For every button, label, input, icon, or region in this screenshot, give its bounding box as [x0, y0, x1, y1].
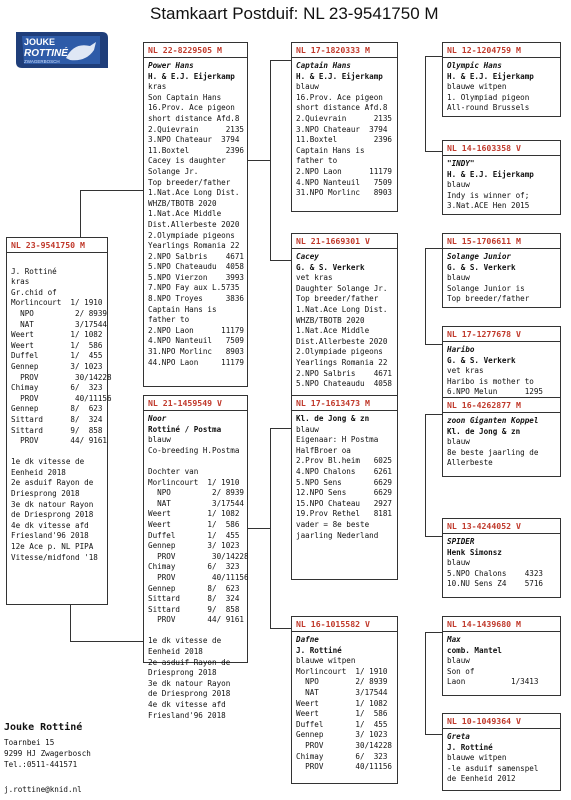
- card-line: Haribo is mother to: [447, 376, 534, 386]
- card-line: 3e dk natour Rayon: [11, 499, 94, 509]
- connector: [248, 160, 270, 161]
- card-line: Top breeder/father: [447, 294, 530, 304]
- logo-line1: JOUKE: [24, 37, 56, 47]
- card-line: Captain Hans is: [296, 145, 365, 155]
- card-body: [443, 413, 560, 472]
- card-line: 2.Prov Bl.heim 6025: [296, 456, 393, 466]
- sire-sire-card: [291, 42, 398, 212]
- ring-number: NL 17-1277678 V: [443, 327, 560, 342]
- connector: [270, 60, 292, 61]
- dam-sire-sire-card: [442, 397, 561, 477]
- card-line: Sittard 9/ 858: [11, 425, 103, 435]
- card-line: 44.NPO Laon 11179: [148, 357, 245, 367]
- card-lines: [447, 753, 556, 785]
- dam-dam-card: [291, 616, 398, 784]
- card-line: Son Captain Hans: [148, 92, 222, 102]
- card-body: [7, 253, 112, 566]
- connector: [425, 56, 442, 57]
- card-line: 11.Boxtel 2396: [148, 145, 245, 155]
- card-line: Sittard 9/ 858: [148, 604, 240, 614]
- ring-number: NL 21-1669301 V: [292, 234, 397, 249]
- card-line: 5.NPO Vierzon 3993: [148, 272, 245, 282]
- pigeon-name: Noor: [148, 414, 167, 423]
- breeder-name: Jouke Rottiné: [4, 722, 83, 733]
- ring-number: NL 23-9541750 M: [7, 238, 107, 253]
- card-line: NAT 3/17544: [148, 498, 245, 508]
- owner: H. & E.J. Eijerkamp: [296, 71, 383, 81]
- card-line: PROV 40/11156: [11, 393, 112, 403]
- card-body: [443, 632, 560, 691]
- sire-dam-dam-card: [442, 326, 561, 401]
- card-lines: [447, 558, 556, 590]
- dam-sire-dam-card: [442, 518, 561, 598]
- owner: J. Rottiné: [447, 742, 493, 752]
- card-line: 5.NPO Sens 6629: [296, 477, 393, 487]
- sire-dam-card: [291, 233, 398, 397]
- sire-card: [143, 42, 248, 387]
- card-line: NPO 2/ 8939: [148, 488, 245, 498]
- card-line: Morlincourt 1/ 1910: [296, 666, 388, 676]
- sire-dam-sire-card: [442, 233, 561, 308]
- card-line: Gennep 3/ 1023: [296, 730, 388, 740]
- card-line: PROV 44/ 9161: [11, 436, 108, 446]
- owner: H. & E.J. Eijerkamp: [148, 71, 235, 81]
- card-line: Son of: [447, 666, 475, 676]
- card-body: [443, 729, 560, 788]
- card-line: Eenheid 2018: [148, 647, 203, 657]
- card-line: 11.Boxtel 2396: [296, 135, 393, 145]
- breeder-city: 9299 HJ Zwagerbosch: [4, 749, 91, 758]
- card-line: 1e dk vitesse de: [11, 457, 85, 467]
- card-line: de Eenheid 2012: [447, 774, 516, 784]
- dam-dam-sire-card: [442, 616, 561, 696]
- card-line: 19.Prov Rethel 8181: [296, 509, 393, 519]
- card-line: Duffel 1/ 455: [11, 351, 103, 361]
- pigeon-name: zoon Giganten Koppel: [447, 416, 539, 425]
- connector: [270, 60, 271, 260]
- card-line: Laon 1/3413: [447, 677, 539, 687]
- card-line: vet kras: [447, 366, 484, 376]
- card-line: 31.NPO Morlinc 8903: [148, 347, 245, 357]
- card-line: PROV 40/11156: [148, 572, 249, 582]
- card-line: 5.NPO Chateaudu 4058: [296, 379, 393, 389]
- card-line: Dist.Allerbeste 2020: [148, 219, 240, 229]
- card-line: vader = 8e beste: [296, 519, 370, 529]
- card-line: Solange Junior is: [447, 283, 525, 293]
- card-line: 12e Ace p. NL PIPA: [11, 542, 94, 552]
- card-line: blauw: [447, 437, 470, 447]
- connector: [70, 641, 144, 642]
- card-line: 10.NU Sens Z4 5716: [447, 579, 544, 589]
- card-line: de Driesprong 2018: [11, 510, 94, 520]
- connector: [80, 190, 81, 238]
- connector: [270, 428, 271, 628]
- card-line: father to: [148, 315, 190, 325]
- card-line: 2.NPO Salbris 4671: [148, 251, 245, 261]
- logo: [12, 28, 112, 72]
- card-line: Gr.chid of: [11, 287, 57, 297]
- card-line: Sittard 8/ 324: [11, 414, 103, 424]
- card-line: 2.Quievrain 2135: [148, 124, 245, 134]
- card-line: 4.NPO Nanteuil 7509: [148, 336, 245, 346]
- connector: [425, 734, 442, 735]
- card-line: Sittard 8/ 324: [148, 594, 240, 604]
- card-line: Top breeder/father: [148, 177, 231, 187]
- card-line: 6.NPO Melun 1295: [447, 387, 544, 397]
- card-line: 2e asduif Rayon de: [11, 478, 94, 488]
- card-lines: [148, 82, 243, 368]
- sire-sire-sire-card: [442, 42, 561, 117]
- connector: [70, 604, 71, 642]
- connector: [425, 414, 426, 536]
- card-line: 2.Olympiade pigeons: [148, 230, 235, 240]
- card-body: [292, 58, 397, 202]
- card-lines: [447, 82, 556, 114]
- card-line: Weert 1/ 1082: [296, 698, 388, 708]
- connector: [425, 151, 442, 152]
- card-line: Gennep 8/ 623: [148, 583, 240, 593]
- card-line: 8.NPO Troyes 3836: [148, 294, 245, 304]
- card-line: 5.NPO Chateaudu 4058: [148, 262, 245, 272]
- card-line: PROV 30/14228: [296, 740, 393, 750]
- card-line: Chimay 6/ 323: [148, 562, 240, 572]
- card-line: WHZB/TBOTB 2020: [296, 315, 365, 325]
- breeder-info: [4, 722, 91, 795]
- owner: J. Rottiné: [296, 645, 342, 655]
- card-line: blauw: [148, 435, 171, 445]
- ring-number: NL 22-8229505 M: [144, 43, 247, 58]
- card-line: 31.NPO Morlinc 8903: [296, 188, 393, 198]
- card-line: Dist.Allerbeste 2020: [296, 336, 388, 346]
- pigeon-name: Power Hans: [148, 61, 194, 70]
- owner: G. & S. Verkerk: [296, 262, 365, 272]
- card-line: blauwe witpen: [447, 82, 507, 92]
- card-line: Solange Jr.: [148, 166, 199, 176]
- card-line: PROV 40/11156: [296, 762, 393, 772]
- ring-number: NL 16-4262877 M: [443, 398, 560, 413]
- card-line: 3.Nat.ACE Hen 2015: [447, 201, 530, 211]
- card-line: -le asduif samenspel: [447, 763, 539, 773]
- card-line: 1.Nat.Ace Middle: [296, 326, 370, 336]
- owner: H. & E.J. Eijerkamp: [447, 169, 534, 179]
- card-line: Weert 1/ 586: [148, 519, 240, 529]
- ring-number: NL 12-1204759 M: [443, 43, 560, 58]
- card-line: 2.NPO Salbris 4671: [296, 368, 393, 378]
- card-line: Top breeder/father: [296, 294, 379, 304]
- ring-number: NL 14-1603358 V: [443, 141, 560, 156]
- card-line: [11, 256, 103, 267]
- card-line: Driesprong 2018: [11, 489, 80, 499]
- card-body: [443, 534, 560, 593]
- owner: G. & S. Verkerk: [447, 262, 516, 272]
- owner: Kl. de Jong & zn: [447, 426, 521, 436]
- card-line: blauwe witpen: [447, 753, 507, 763]
- pigeon-name: Greta: [447, 732, 470, 741]
- card-line: Weert 1/ 1082: [148, 509, 240, 519]
- connector: [425, 536, 442, 537]
- ring-number: NL 10-1049364 V: [443, 714, 560, 729]
- card-line: [11, 447, 103, 458]
- card-line: 1.Nat.Ace Long Dist.: [148, 188, 240, 198]
- connector: [425, 56, 426, 151]
- card-body: [144, 58, 247, 371]
- connector: [425, 344, 442, 345]
- card-line: NPO 2/ 8939: [11, 308, 108, 318]
- owner: comb. Mantel: [447, 645, 502, 655]
- card-lines: [296, 82, 393, 199]
- card-line: J. Rottiné: [11, 266, 57, 276]
- card-line: blauw: [296, 424, 319, 434]
- card-line: Yearlings Romania 22: [296, 357, 388, 367]
- pigeon-name: "INDY": [447, 159, 475, 168]
- card-line: 4.NPO Chalons 6261: [296, 466, 393, 476]
- connector: [270, 260, 292, 261]
- dam-card: [143, 395, 249, 720]
- card-line: jaarling Nederland: [296, 530, 379, 540]
- card-line: 1e dk vitesse de: [148, 636, 222, 646]
- page-title: Stamkaart Postduif: NL 23-9541750 M: [150, 4, 439, 23]
- card-body: [144, 411, 247, 724]
- card-line: Morlincourt 1/ 1910: [11, 298, 103, 308]
- card-body: [292, 632, 397, 776]
- card-line: kras: [11, 277, 30, 287]
- card-line: Friesland'96 2018: [11, 531, 89, 541]
- card-line: 4e dk vitesse afd: [148, 700, 226, 710]
- card-line: HalfBroer oa: [296, 445, 351, 455]
- card-line: All-round Brussels: [447, 103, 530, 113]
- dam-dam-dam-card: [442, 713, 561, 791]
- pigeon-name: Haribo: [447, 345, 475, 354]
- card-line: [148, 626, 243, 637]
- card-line: 3.NPO Chateaur 3794: [148, 135, 240, 145]
- card-line: kras: [148, 82, 167, 92]
- dam-sire-card: [291, 395, 398, 580]
- card-line: Chimay 6/ 323: [296, 751, 388, 761]
- card-line: 5.NPO Chalons 4323: [447, 568, 544, 578]
- breeder-phone: Tel.:0511-441571: [4, 760, 78, 769]
- connector: [248, 528, 270, 529]
- card-line: 1.Nat.Ace Middle: [148, 209, 222, 219]
- card-line: Chimay 6/ 323: [11, 383, 103, 393]
- card-line: 8e beste jaarling de: [447, 447, 539, 457]
- card-line: 4.NPO Nanteuil 7509: [296, 177, 393, 187]
- card-line: 12.NPO Sens 6629: [296, 488, 393, 498]
- card-line: Captain Hans is: [148, 304, 217, 314]
- pigeon-name: Captain Hans: [296, 61, 351, 70]
- connector: [270, 428, 292, 429]
- card-line: NAT 3/17544: [11, 319, 108, 329]
- card-line: Gennep 3/ 1023: [148, 541, 240, 551]
- ring-number: NL 16-1015582 V: [292, 617, 397, 632]
- connector: [425, 248, 426, 344]
- card-line: Duffel 1/ 455: [148, 530, 240, 540]
- card-line: blauw: [296, 82, 319, 92]
- card-body: [443, 58, 560, 117]
- owner: Rottiné / Postma: [148, 424, 222, 434]
- card-line: short distance Afd.8: [296, 103, 388, 113]
- breeder-street: Toarnbei 15: [4, 738, 55, 747]
- card-line: Gennep 3/ 1023: [11, 361, 103, 371]
- card-lines: [447, 180, 556, 212]
- card-lines: [296, 425, 393, 542]
- pigeon-name: SPIDER: [447, 537, 475, 546]
- card-line: PROV 30/14228: [11, 372, 112, 382]
- ring-number: NL 14-1439680 M: [443, 617, 560, 632]
- breeder-email[interactable]: j.rottine@knid.nl: [4, 785, 82, 794]
- card-line: blauw: [447, 180, 470, 190]
- card-lines: [447, 366, 556, 398]
- card-body: [292, 249, 397, 393]
- card-line: father to: [296, 156, 338, 166]
- card-lines: [296, 656, 393, 773]
- card-line: Eenheid 2018: [11, 467, 66, 477]
- card-line: Duffel 1/ 455: [296, 719, 388, 729]
- card-line: Weert 1/ 586: [11, 340, 103, 350]
- card-line: WHZB/TBOTB 2020: [148, 198, 217, 208]
- card-line: 1. Olympiad pigeon: [447, 92, 530, 102]
- ring-number: NL 17-1820333 M: [292, 43, 397, 58]
- pigeon-name: Olympic Hans: [447, 61, 502, 70]
- card-body: [443, 342, 560, 401]
- card-line: NPO 2/ 8939: [296, 677, 388, 687]
- card-lines: [447, 273, 556, 305]
- card-line: blauwe witpen: [296, 656, 356, 666]
- card-line: Weert 1/ 1082: [11, 330, 103, 340]
- ring-number: NL 15-1706611 M: [443, 234, 560, 249]
- pigeon-name: Dafne: [296, 635, 319, 644]
- owner: H. & E.J. Eijerkamp: [447, 71, 534, 81]
- card-line: Indy is winner of;: [447, 190, 530, 200]
- card-line: short distance Afd.8: [148, 113, 240, 123]
- card-line: 2e asduif Rayon de: [148, 657, 231, 667]
- ring-number: NL 13-4244052 V: [443, 519, 560, 534]
- connector: [425, 414, 442, 415]
- card-line: Eigenaar: H Postma: [296, 435, 379, 445]
- card-line: 15.NPO Chateau 2927: [296, 498, 393, 508]
- owner: Henk Simonsz: [447, 547, 502, 557]
- logo-line2: ROTTINÉ: [24, 48, 68, 59]
- connector: [425, 248, 442, 249]
- card-line: [148, 456, 243, 467]
- card-line: 2.NPO Laon 11179: [296, 166, 393, 176]
- pigeon-name: Cacey: [296, 252, 319, 261]
- card-line: 4e dk vitesse afd: [11, 520, 89, 530]
- card-line: NAT 3/17544: [296, 687, 388, 697]
- card-line: blauw: [447, 558, 470, 568]
- connector: [425, 632, 442, 633]
- connector: [80, 190, 144, 191]
- owner: Kl. de Jong & zn: [296, 414, 370, 423]
- card-line: PROV 44/ 9161: [148, 615, 245, 625]
- card-line: Dochter van: [148, 466, 199, 476]
- card-line: Vitesse/midfond '18: [11, 552, 98, 562]
- subject-card: [6, 237, 112, 605]
- card-line: Co-breeding H.Postma: [148, 445, 240, 455]
- card-line: de Driesprong 2018: [148, 689, 231, 699]
- card-line: 16.Prov. Ace pigeon: [148, 103, 235, 113]
- ring-number: NL 17-1613473 M: [292, 396, 397, 411]
- connector: [270, 628, 292, 629]
- card-body: [443, 156, 560, 215]
- card-line: Morlincourt 1/ 1910: [148, 477, 240, 487]
- pigeon-name: Max: [447, 635, 461, 644]
- card-line: Allerbeste: [447, 458, 493, 468]
- pigeon-name: Solange Junior: [447, 252, 512, 261]
- card-lines: [447, 437, 556, 469]
- card-lines: [296, 273, 393, 390]
- card-line: Daughter Solange Jr.: [296, 283, 388, 293]
- card-body: [443, 249, 560, 308]
- card-line: blauw: [447, 273, 470, 283]
- card-line: 3e dk natour Rayon: [148, 678, 231, 688]
- card-line: 7.NPO Fay aux L.5735: [148, 283, 240, 293]
- connector: [425, 632, 426, 734]
- card-body: [292, 411, 397, 544]
- ring-number: NL 21-1459549 V: [144, 396, 247, 411]
- sire-sire-dam-card: [442, 140, 561, 215]
- card-line: PROV 30/14228: [148, 551, 249, 561]
- card-line: Weert 1/ 586: [296, 709, 388, 719]
- card-line: vet kras: [296, 273, 333, 283]
- card-line: Yearlings Romania 22: [148, 241, 240, 251]
- card-line: 2.NPO Laon 11179: [148, 325, 245, 335]
- card-line: 16.Prov. Ace pigeon: [296, 92, 383, 102]
- card-lines: [447, 656, 556, 688]
- card-line: 3.NPO Chateaur 3794: [296, 124, 388, 134]
- logo-line3: ZWAGERBOSCH: [24, 59, 60, 64]
- card-line: 2.Quievrain 2135: [296, 113, 393, 123]
- card-line: blauw: [447, 656, 470, 666]
- card-line: Friesland'96 2018: [148, 710, 226, 720]
- card-line: 1.Nat.Ace Long Dist.: [296, 304, 388, 314]
- card-line: Driesprong 2018: [148, 668, 217, 678]
- card-line: Gennep 8/ 623: [11, 404, 103, 414]
- owner: G. & S. Verkerk: [447, 355, 516, 365]
- card-line: 2.Olympiade pigeons: [296, 347, 383, 357]
- card-lines: [148, 435, 249, 721]
- card-line: Cacey is daughter: [148, 156, 226, 166]
